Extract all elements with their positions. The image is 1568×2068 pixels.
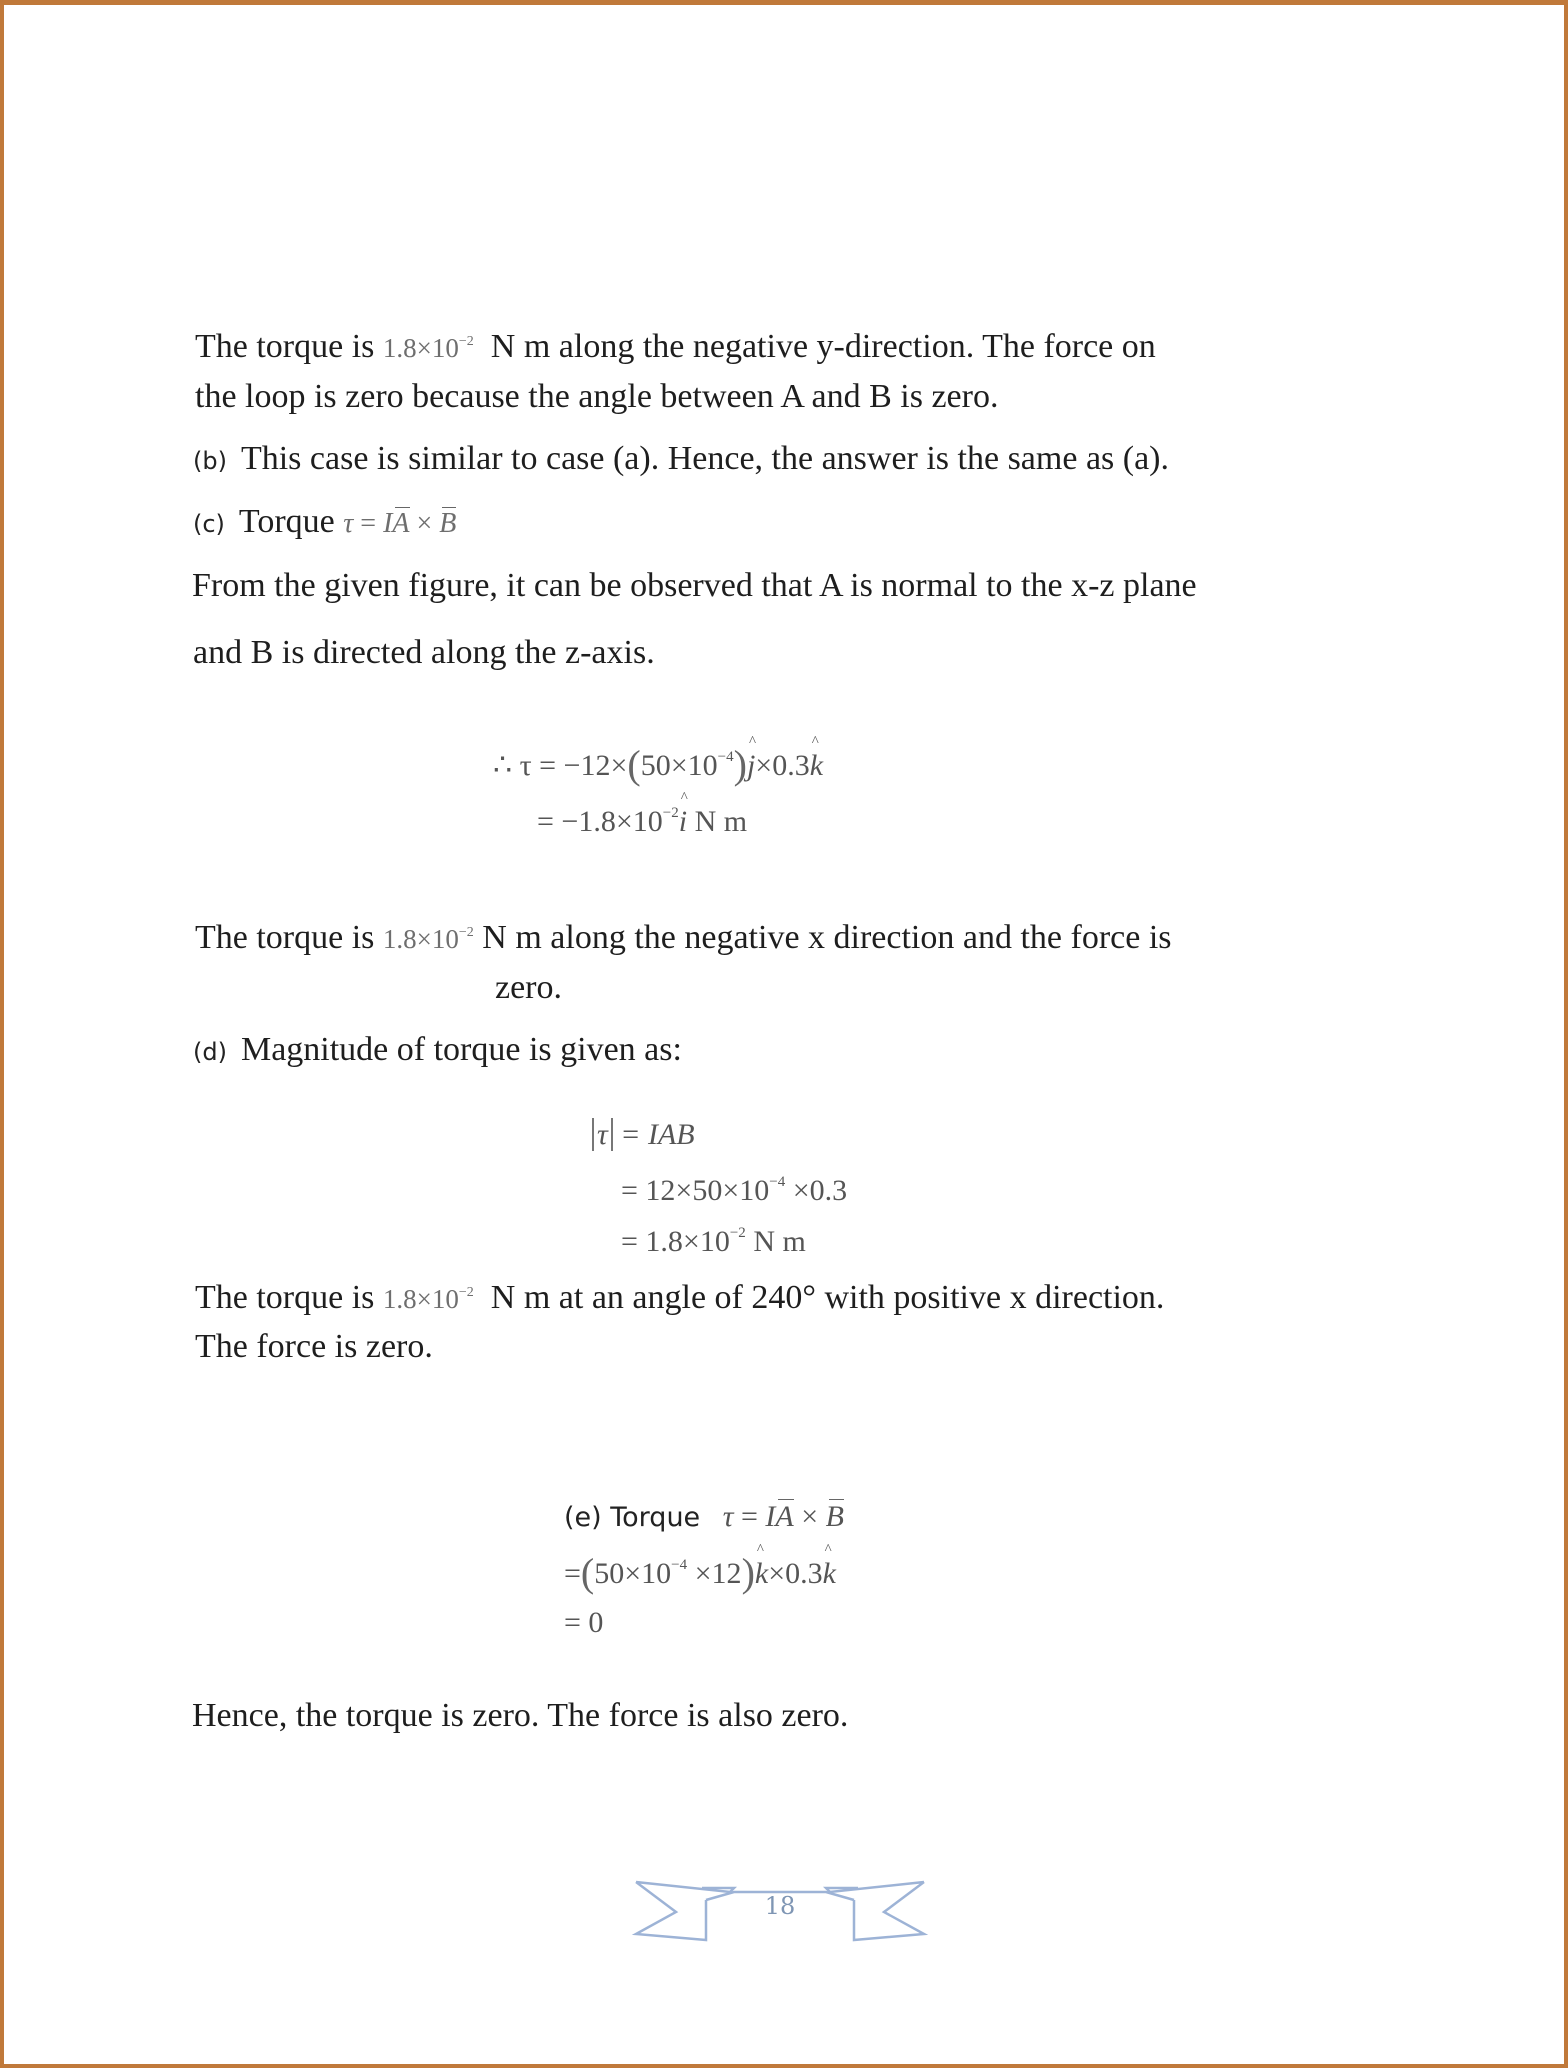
text: N m at an angle of 240° with positive x direction. [490, 1279, 1165, 1316]
case-b-text: This case is similar to case (a). Hence, the answer is the same as (a). [240, 440, 1169, 477]
equation-c-line1: ∴ $\tau = -12\times(50\times 10^{-4})\^{}$ j×0.3^ k [493, 745, 823, 785]
page-number-ribbon [630, 1862, 930, 1942]
case-e: (e) Torque τ = IA × B [564, 1500, 844, 1533]
case-d-label: (d) [193, 1038, 227, 1066]
conclusion: Hence, the torque is zero. The force is also zero. [192, 1697, 849, 1734]
equation-e-line2: = 0 [564, 1606, 604, 1639]
case-c-text: Torque [238, 503, 335, 540]
case-b [193, 442, 1169, 476]
torque-value: $1.8\times 10^{-2}$ [382, 333, 474, 363]
torque-value: $1.8\times 10^{-2}$ [382, 1284, 474, 1314]
text: The torque is [195, 328, 375, 365]
from-figure-line2: and B is directed along the z-axis. [193, 634, 655, 671]
text: The torque is [195, 919, 375, 956]
equation-d-line3: = $1.8\times 10^{-2}$ N m [621, 1225, 806, 1258]
text: The torque is [195, 1279, 375, 1316]
case-c-label: (c) [193, 510, 225, 538]
torque-result-d-line1 [195, 1281, 1164, 1315]
torque-result-a-line2: the loop is zero because the angle between A and B is zero. [195, 378, 999, 415]
equation-d-line1: τ = IAB [592, 1120, 695, 1150]
case-d [193, 1033, 682, 1067]
equation-d-line2: = $12\times 50\times 10^{-4} \times 0.3$ [621, 1174, 848, 1207]
case-c [193, 505, 456, 539]
torque-result-a-line1 [195, 330, 1156, 364]
case-d-text: Magnitude of torque is given as: [240, 1031, 682, 1068]
case-b-label: (b) [193, 447, 227, 475]
torque-result-c-line1 [195, 921, 1172, 955]
from-figure-line1: From the given figure, it can be observed that A is normal to the x-z plane [192, 567, 1197, 604]
torque-formula: τ = IA × B [343, 508, 457, 539]
torque-value: $1.8\times 10^{-2}$ [382, 924, 474, 954]
page-number: 18 [764, 1892, 796, 1920]
equation-c-line2: = $-1.8\times 10^{-2}\^{}$ i N m [537, 806, 747, 837]
case-e-label: (e) Torque [564, 1502, 701, 1533]
text: N m along the negative y-direction. The force on [490, 328, 1156, 365]
torque-result-c-line2: zero. [495, 969, 563, 1006]
equation-e-line1: $=(50\times 10^{-4}$ ×12)^ k×0.3^ k [564, 1553, 836, 1593]
text: N m along the negative x direction and the force is [482, 919, 1172, 956]
torque-result-d-line2: The force is zero. [195, 1328, 433, 1365]
